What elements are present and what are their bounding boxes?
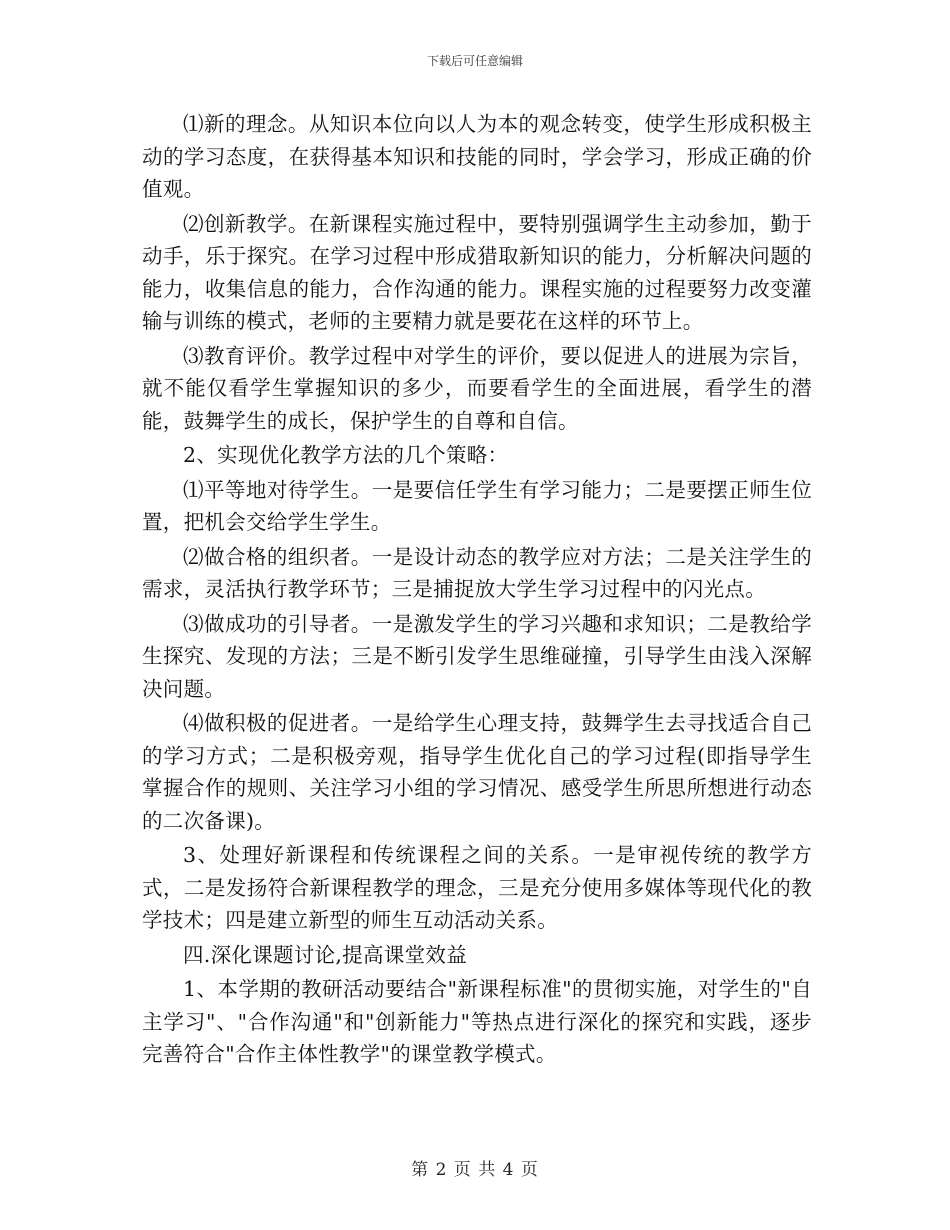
page-header: 下载后可任意编辑 [426,54,523,68]
paragraph-5: ⑴平等地对待学生。一是要信任学生有学习能力；二是要摆正师生位置，把机会交给学生学生。 [142,477,812,534]
paragraph-3: ⑶教育评价。教学过程中对学生的评价，要以促进人的进展为宗旨，就不能仅看学生掌握知识的多少，而要看学生的全面进展，看学生的潜能，鼓舞学生的成长，保护学生的自尊和自信。 [142,343,812,433]
section-heading: 四.深化课题讨论,提高课堂效益 [183,942,468,967]
paragraph-10: 1、本学期的教研活动要结合"新课程标准"的贯彻实施，对学生的"自主学习"、"合作沟通"和"创新能力"等热点进行深化的探究和实践，逐步完善符合"合作主体性教学"的课堂教学模式。 [142,977,812,1066]
paragraph-6: ⑵做合格的组织者。一是设计动态的教学应对方法；二是关注学生的需求，灵活执行教学环节；三是捕捉放大学生学习过程中的闪光点。 [142,544,812,601]
paragraph-9: 3、处理好新课程和传统课程之间的关系。一是审视传统的教学方式，二是发扬符合新课程教学的理念，三是充分使用多媒体等现代化的教学技术；四是建立新型的师生互动活动关系。 [142,843,812,932]
paragraph-7: ⑶做成功的引导者。一是激发学生的学习兴趣和求知识；二是教给学生探究、发现的方法；三是不断引发学生思维碰撞，引导学生由浅入深解决问题。 [142,611,812,701]
paragraph-1: ⑴新的理念。从知识本位向以人为本的观念转变，使学生形成积极主动的学习态度，在获得基本知识和技能的同时，学会学习，形成正确的价值观。 [142,112,812,201]
paragraph-4: 2、实现优化教学方法的几个策略： [183,443,509,467]
paragraph-2: ⑵创新教学。在新课程实施过程中，要特别强调学生主动参加，勤于动手，乐于探究。在学习过程中形成猎取新知识的能力，分析解决问题的能力，收集信息的能力，合作沟通的能力。课程实施的过程要努力改变灌输与训练的模式，老师的主要精力就是要花在这样的环节上。 [142,211,812,333]
paragraph-8: ⑷做积极的促进者。一是给学生心理支持，鼓舞学生去寻找适合自己的学习方式；二是积极旁观，指导学生优化自己的学习过程(即指导学生掌握合作的规则、关注学习小组的学习情况、感受学生所思所想进行动态的二次备课)。 [142,711,812,833]
document-body [142,108,812,1071]
page-number: 第 2 页 共 4 页 [411,1160,539,1180]
